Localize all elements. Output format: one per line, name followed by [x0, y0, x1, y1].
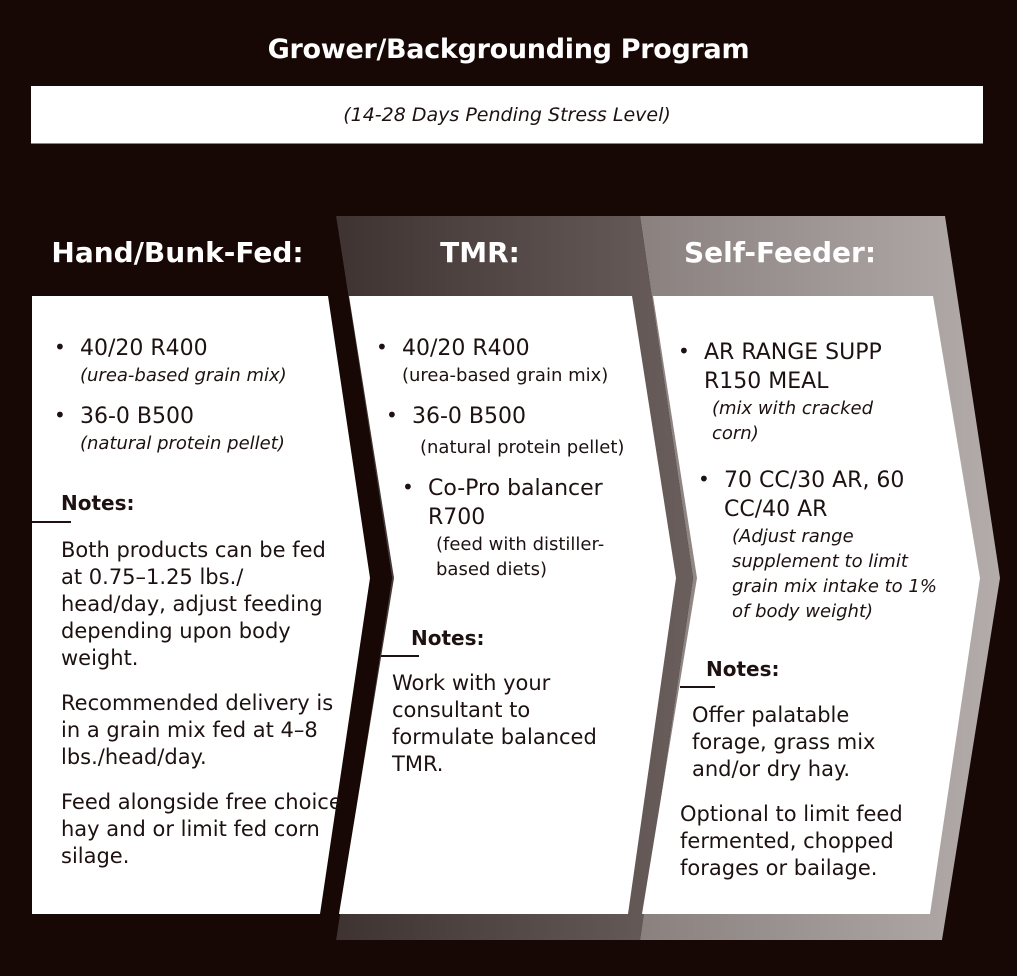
product-name: AR RANGE SUPP R150 MEAL	[704, 340, 882, 394]
product-item	[376, 334, 646, 388]
bullet-icon: •	[376, 335, 388, 359]
note-paragraph: Optional to limit feed fermented, chopped forages or bailage.	[680, 802, 903, 880]
note-paragraph: Offer palatable forage, grass mix and/or dry hay.	[692, 703, 876, 781]
note-paragraph: Work with your consultant to formulate balanced TMR.	[392, 671, 597, 776]
bullet-icon: •	[402, 475, 414, 499]
product-name: 40/20 R400	[80, 336, 208, 361]
column-heading-self-feeder: Self-Feeder:	[683, 236, 877, 269]
product-item	[54, 334, 334, 388]
notes-tmr	[392, 670, 627, 796]
product-description: (urea-based grain mix)	[80, 365, 287, 386]
notes-self-feeder	[680, 702, 925, 900]
subtitle-text: (14-28 Days Pending Stress Level)	[343, 103, 671, 126]
product-description: (urea-based grain mix)	[402, 365, 609, 386]
bullet-icon: •	[54, 335, 66, 359]
product-item	[698, 466, 959, 624]
notes-divider	[381, 655, 419, 657]
column-tmr	[376, 334, 646, 596]
notes-hand-bunk-fed	[61, 537, 351, 888]
product-item	[402, 474, 658, 582]
bullet-icon: •	[678, 339, 690, 363]
notes-divider	[680, 686, 715, 688]
product-description: (natural protein pellet)	[80, 433, 285, 454]
product-description: (feed with distiller-based diets)	[436, 534, 605, 580]
note-paragraph: Recommended delivery is in a grain mix fed at 4–8 lbs./head/day.	[61, 691, 334, 769]
page-title: Grower/Backgrounding Program	[267, 34, 750, 65]
product-item	[678, 338, 929, 446]
notes-label: Notes:	[411, 626, 485, 650]
product-name: 40/20 R400	[402, 336, 530, 361]
product-name: 36-0 B500	[412, 404, 527, 429]
bullet-icon: •	[698, 467, 710, 491]
product-name: 70 CC/30 AR, 60 CC/40 AR	[724, 468, 905, 522]
column-self-feeder	[678, 338, 948, 638]
bullet-icon: •	[54, 403, 66, 427]
product-description: (natural protein pellet)	[420, 437, 625, 458]
column-hand-bunk-fed	[54, 334, 334, 470]
bullet-icon: •	[386, 403, 398, 427]
product-name: 36-0 B500	[80, 404, 195, 429]
product-name: Co-Pro balancer R700	[428, 476, 603, 530]
column-heading-tmr: TMR:	[440, 236, 520, 269]
note-paragraph: Feed alongside free choice hay and or limit fed corn silage.	[61, 790, 342, 868]
notes-label: Notes:	[61, 491, 135, 515]
note-paragraph: Both products can be fed at 0.75–1.25 lbs./ head/day, adjust feeding depending upon body weight.	[61, 538, 326, 670]
notes-label: Notes:	[706, 657, 780, 681]
notes-divider	[32, 521, 71, 523]
product-item	[386, 402, 646, 460]
column-heading-hand-bunk-fed: Hand/Bunk-Fed:	[51, 236, 304, 269]
product-item	[54, 402, 334, 456]
product-description: (Adjust range supplement to limit grain mix intake to 1% of body weight)	[732, 526, 937, 622]
product-description: (mix with cracked corn)	[712, 398, 873, 444]
